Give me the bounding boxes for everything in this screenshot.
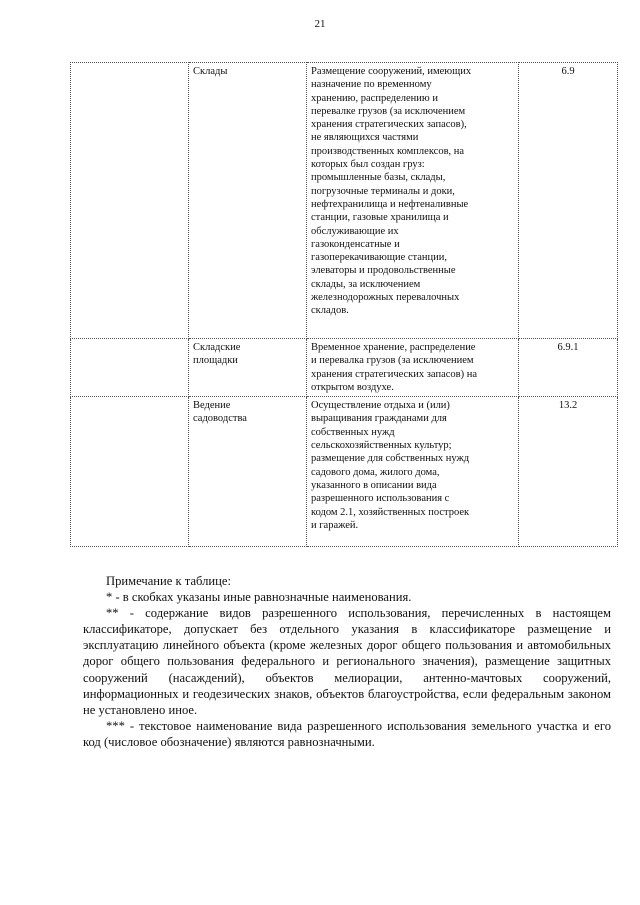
table-cell-blank bbox=[71, 397, 189, 547]
land-use-name-text: Складские площадки bbox=[193, 342, 241, 367]
land-use-description-text: Временное хранение, распределение и перевалка грузов (за исключением хранения стратегических запасов) на открытом воздухе. bbox=[311, 342, 478, 393]
page-number: 21 bbox=[314, 18, 326, 30]
notes-title: Примечание к таблице: bbox=[106, 574, 231, 588]
note-triple-asterisk: *** - текстовое наименование вида разрешенного использования земельного участка и его код (числовое обозначение) являются равнозначными. bbox=[83, 718, 611, 749]
land-use-description-text: Размещение сооружений, имеющих назначение по временному хранению, распределению и перевалке грузов (за исключением хранения стратегических запасов), не являющихся частями производственных комплексов, на которых был создан груз: промышленные базы, склады, погрузочные терминалы и доки, нефтехранилища и нефтеналивные станции, газовые хранилища и обслуживающие их газоконденсатные и газоперекачивающие станции, элеваторы и продовольственные склады, за исключением железнодорожных перевалочных складов. bbox=[311, 66, 472, 317]
land-use-description bbox=[307, 339, 519, 397]
land-use-description bbox=[307, 397, 519, 547]
land-use-description bbox=[307, 63, 519, 339]
land-use-code: 6.9.1 bbox=[519, 339, 618, 397]
table-row bbox=[71, 63, 618, 339]
land-use-name-text: Ведение садоводства bbox=[193, 400, 247, 425]
land-use-description-text: Осуществление отдыха и (или) выращивания гражданами для собственных нужд сельскохозяйственных культур; размещение для собственных нужд садового дома, жилого дома, указанного в описании вида разрешенного использования с кодом 2.1, хозяйственных построек и гаражей. bbox=[311, 400, 470, 531]
land-use-code: 6.9 bbox=[519, 63, 618, 339]
land-use-name bbox=[189, 339, 307, 397]
table-row bbox=[71, 397, 618, 547]
note-double-asterisk: ** - содержание видов разрешенного использования, перечисленных в настоящем классификаторе, допускает без отдельного указания в классификаторе размещение и эксплуатацию линейного объекта (кроме железных дорог общего пользования и автомобильных дорог общего пользования федерального и регионального значения), размещение защитных сооружений (насаждений), объектов мелиорации, антенно-мачтовых сооружений, информационных и геодезических знаков, объектов благоустройства, если федеральным законом не установлено иное. bbox=[83, 606, 611, 717]
land-use-classifier-table bbox=[70, 62, 618, 547]
note-single-asterisk: * - в скобках указаны иные равнозначные наименования. bbox=[106, 590, 412, 605]
table-row bbox=[71, 339, 618, 397]
table-notes bbox=[83, 573, 611, 750]
land-use-code: 13.2 bbox=[519, 397, 618, 547]
table-cell-blank bbox=[71, 339, 189, 397]
land-use-name-text: Склады bbox=[193, 66, 228, 77]
table-cell-blank bbox=[71, 63, 189, 339]
land-use-name bbox=[189, 63, 307, 339]
land-use-name bbox=[189, 397, 307, 547]
